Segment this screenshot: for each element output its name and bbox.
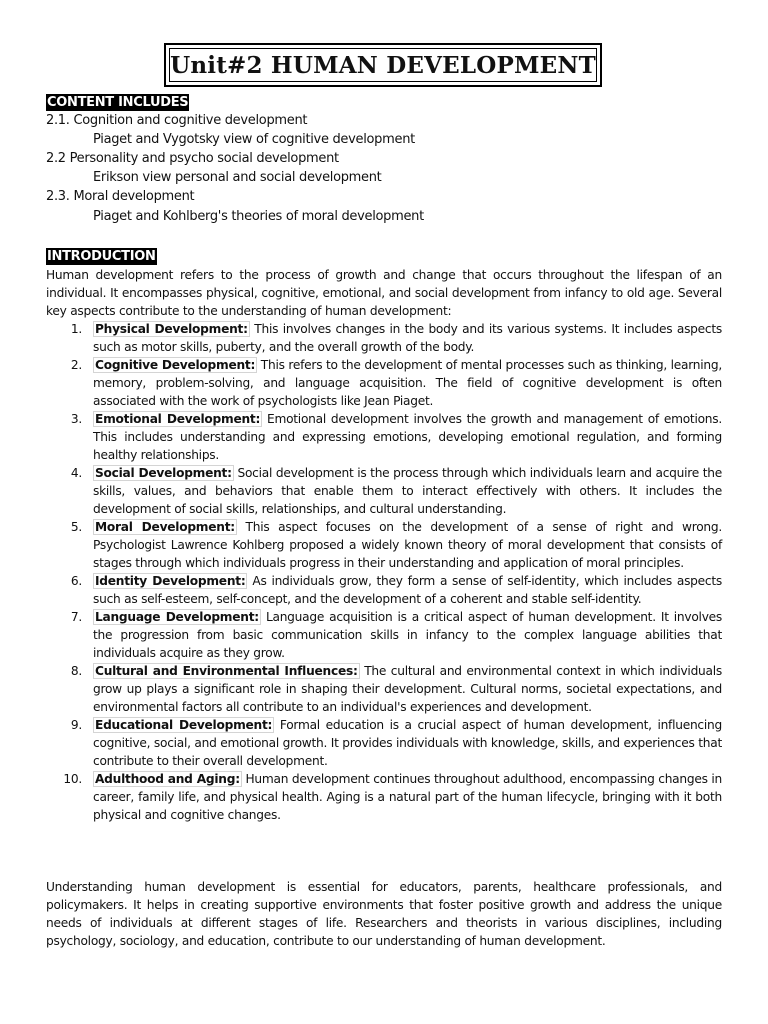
- list-term: Adulthood and Aging:: [95, 772, 240, 786]
- list-number: 2.: [70, 358, 82, 372]
- list-number: 7.: [70, 610, 82, 624]
- list-term: Cognitive Development:: [95, 358, 256, 372]
- list-text: The cultural and environmental context in which individuals grow up plays a significant role in shaping their development. Cultural norms, societal expectations, and environmental factors all contribute to an individual's experiences and development.: [93, 664, 722, 714]
- list-text: Emotional development involves the growth and management of emotions. This includes understanding and expressing emotions, developing emotional regulation, and forming healthy relationships.: [93, 412, 722, 462]
- list-term: Cultural and Environmental Influences:: [95, 664, 358, 678]
- list-text: Language acquisition is a critical aspect of human development. It involves the progression from basic communication skills in infancy to the complex language abilities that individuals acquire as they grow.: [93, 610, 723, 660]
- list-text: This refers to the development of mental processes such as thinking, learning, memory, problem-solving, and language acquisition. The field of cognitive development is often associated with the work of psychologists like Jean Piaget.: [93, 358, 722, 408]
- list-text: This involves changes in the body and its various systems. It includes aspects such as motor skills, puberty, and the overall growth of the body.: [93, 322, 722, 354]
- list-item: [46, 572, 722, 608]
- aspects-list: [46, 320, 722, 824]
- content-line: 2.3. Moral development: [46, 189, 195, 204]
- content-line: Piaget and Kohlberg's theories of moral development: [93, 209, 424, 224]
- list-item: [46, 410, 722, 464]
- list-term: Emotional Development:: [95, 412, 261, 426]
- list-item: [46, 716, 722, 770]
- list-term: Physical Development:: [95, 322, 248, 336]
- conclusion-paragraph: Understanding human development is essential for educators, parents, healthcare professionals, and policymakers. It helps in creating supportive environments that foster positive growth and address the unique needs of individuals at different stages of life. Researchers and theorists in various disciplines, including psychology, sociology, and education, contribute to our understanding of human development.: [46, 880, 722, 948]
- list-number: 8.: [70, 664, 82, 678]
- intro-paragraph: Human development refers to the process of growth and change that occurs throughout the lifespan of an individual. It encompasses physical, cognitive, emotional, and social development from infancy to old age. Several key aspects contribute to the understanding of human development:: [46, 268, 722, 318]
- list-number: 9.: [70, 718, 82, 732]
- list-item: [46, 356, 722, 410]
- list-number: 4.: [70, 466, 82, 480]
- list-text: This aspect focuses on the development of a sense of right and wrong. Psychologist Lawrence Kohlberg proposed a widely known theory of moral development that consists of stages through which individuals progress in their understanding and application of moral principles.: [93, 520, 722, 570]
- content-line: Erikson view personal and social development: [93, 170, 382, 185]
- list-number: 5.: [70, 520, 82, 534]
- list-term: Language Development:: [95, 610, 259, 624]
- list-term: Educational Development:: [95, 718, 273, 732]
- list-number: 1.: [70, 322, 82, 336]
- list-term: Social Development:: [95, 466, 232, 480]
- list-item: [46, 770, 722, 824]
- page-title: Unit#2 HUMAN DEVELOPMENT: [169, 48, 597, 82]
- list-text: Human development continues throughout adulthood, encompassing changes in career, family life, and physical health. Aging is a natural part of the human lifecycle, bringing with it both physical and cognitive changes.: [93, 772, 722, 822]
- content-line: 2.1. Cognition and cognitive development: [46, 113, 308, 128]
- content-line: 2.2 Personality and psycho social development: [46, 151, 339, 166]
- list-item: [46, 662, 722, 716]
- list-item: [46, 608, 722, 662]
- list-item: [46, 518, 722, 572]
- content-line: Piaget and Vygotsky view of cognitive development: [93, 132, 415, 147]
- list-text: As individuals grow, they form a sense of self-identity, which includes aspects such as self-esteem, self-concept, and the development of a coherent and stable self-identity.: [93, 574, 722, 606]
- list-text: Formal education is a crucial aspect of human development, influencing cognitive, social, and emotional growth. It provides individuals with knowledge, skills, and experiences that contribute to their overall development.: [93, 718, 722, 768]
- list-item: [46, 464, 722, 518]
- title-frame: [164, 43, 602, 87]
- list-term: Moral Development:: [95, 520, 235, 534]
- introduction-heading: INTRODUCTION: [47, 249, 156, 264]
- list-number: 6.: [70, 574, 82, 588]
- list-text: Social development is the process through which individuals learn and acquire the skills, values, and behaviors that enable them to interact effectively with others. It includes the development of social skills, relationships, and cultural understanding.: [93, 466, 722, 516]
- list-number: 10.: [63, 772, 82, 786]
- content-includes-heading: CONTENT INCLUDES: [47, 95, 189, 110]
- list-item: [46, 320, 722, 356]
- list-number: 3.: [70, 412, 82, 426]
- list-term: Identity Development:: [95, 574, 246, 588]
